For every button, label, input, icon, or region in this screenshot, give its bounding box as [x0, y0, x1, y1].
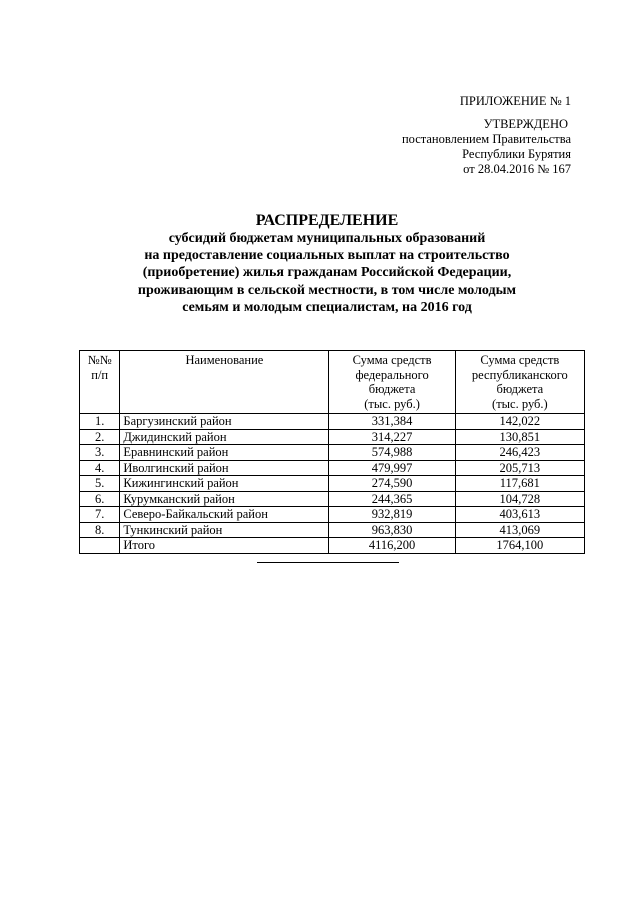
table-row [80, 476, 585, 492]
row-name: Иволгинский район [120, 460, 329, 476]
title-line: на предоставление социальных выплат на строительство [144, 248, 510, 264]
row-republic: 130,851 [455, 429, 584, 445]
table-row [80, 429, 585, 445]
table-row [80, 507, 585, 523]
row-num: 7. [80, 507, 120, 523]
row-federal: 479,997 [329, 460, 455, 476]
row-num: 8. [80, 522, 120, 538]
table-row [80, 414, 585, 430]
header-republic: Сумма средств республиканского бюджета (тыс. руб.) [455, 351, 584, 414]
row-num: 1. [80, 414, 120, 430]
approval-line-1: постановлением Правительства [401, 132, 571, 146]
row-federal: 932,819 [329, 507, 455, 523]
row-federal: 574,988 [329, 445, 455, 461]
approval-block [402, 94, 571, 177]
row-republic: 104,728 [455, 491, 584, 507]
row-num: 4. [80, 460, 120, 476]
row-name: Кижингинский район [120, 476, 329, 492]
closing-divider [257, 562, 399, 563]
row-federal: 314,227 [329, 429, 455, 445]
title-line: проживающим в сельской местности, в том числе молодым [137, 282, 517, 298]
row-republic: 403,613 [455, 507, 584, 523]
total-federal: 4116,200 [329, 538, 455, 554]
row-name: Еравнинский район [120, 445, 329, 461]
title-line: (приобретение) жилья гражданам Российской Федерации, [142, 265, 512, 281]
row-num: 2. [80, 429, 120, 445]
row-federal: 963,830 [329, 522, 455, 538]
row-republic: 205,713 [455, 460, 584, 476]
row-federal: 244,365 [329, 491, 455, 507]
row-name: Баргузинский район [120, 414, 329, 430]
row-name: Курумканский район [120, 491, 329, 507]
title-line: субсидий бюджетам муниципальных образований [168, 231, 486, 246]
total-num [80, 538, 120, 554]
row-republic: 246,423 [455, 445, 584, 461]
row-num: 6. [80, 491, 120, 507]
row-republic: 117,681 [455, 476, 584, 492]
row-name: Северо-Байкальский район [120, 507, 329, 523]
header-name: Наименование [120, 351, 329, 414]
table-row [80, 445, 585, 461]
table-row [80, 522, 585, 538]
approved-label: УТВЕРЖДЕНО [483, 117, 568, 131]
header-num: №№ п/п [80, 351, 120, 414]
header-federal: Сумма средств федерального бюджета (тыс. руб.) [329, 351, 455, 414]
appendix-label: ПРИЛОЖЕНИЕ № 1 [459, 94, 571, 108]
total-label: Итого [120, 538, 329, 554]
row-num: 5. [80, 476, 120, 492]
row-republic: 142,022 [455, 414, 584, 430]
table-row [80, 460, 585, 476]
total-republic: 1764,100 [455, 538, 584, 554]
table-total-row [80, 538, 585, 554]
allocation-table [79, 350, 585, 554]
row-num: 3. [80, 445, 120, 461]
approval-line-2: Республики Бурятия [462, 147, 571, 161]
approval-line-3: от 28.04.2016 № 167 [463, 162, 571, 176]
row-name: Джидинский район [120, 429, 329, 445]
row-federal: 274,590 [329, 476, 455, 492]
table-header-row [80, 351, 585, 414]
title-heading: РАСПРЕДЕЛЕНИЕ [255, 212, 399, 229]
row-republic: 413,069 [455, 522, 584, 538]
row-federal: 331,384 [329, 414, 455, 430]
document-title [40, 212, 614, 316]
table-row [80, 491, 585, 507]
row-name: Тункинский район [120, 522, 329, 538]
title-line: семьям и молодым специалистам, на 2016 год [182, 299, 472, 315]
